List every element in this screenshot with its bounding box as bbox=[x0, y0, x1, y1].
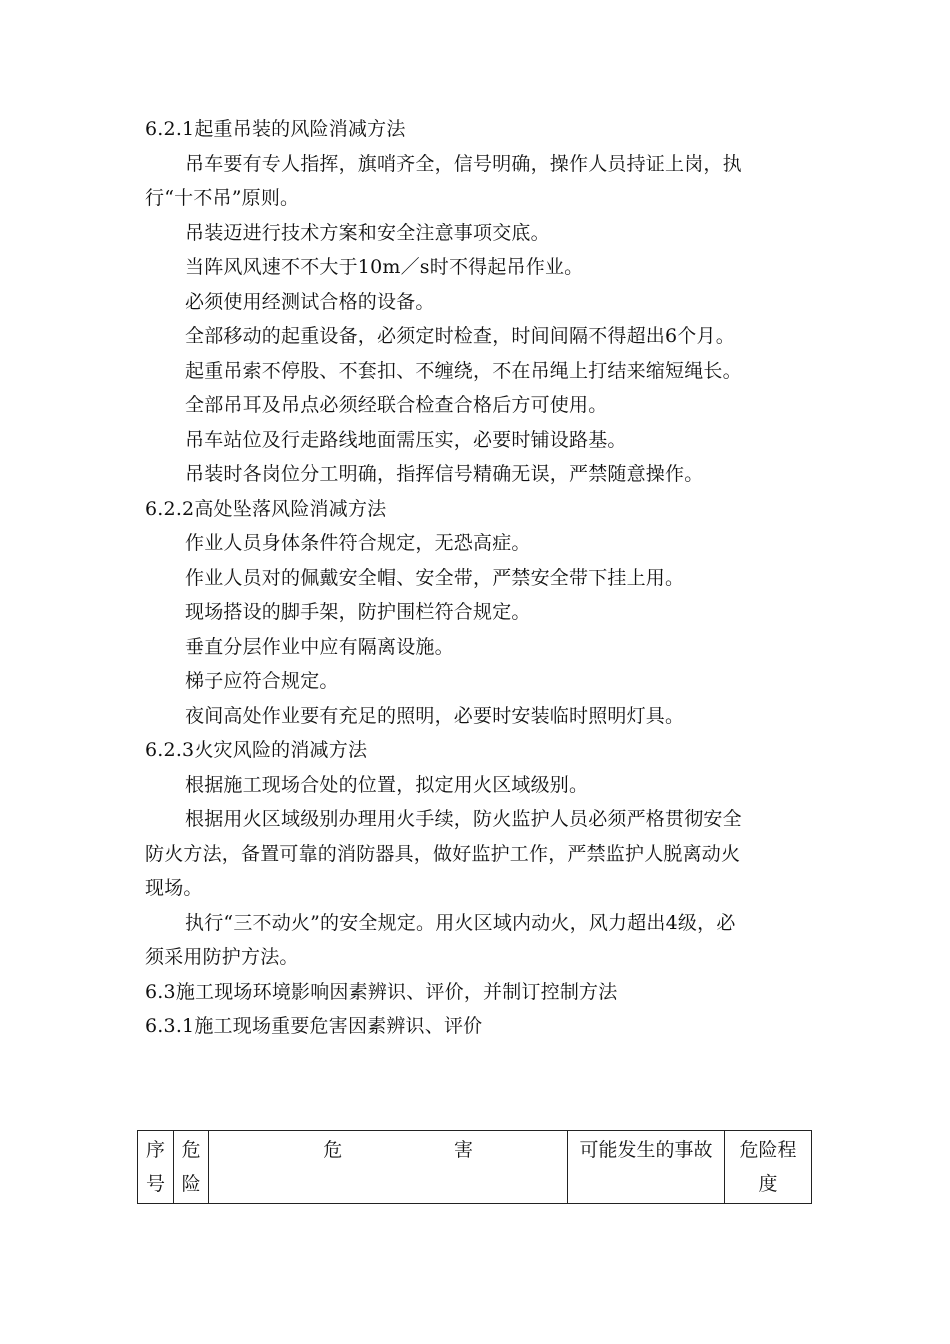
table-header-row bbox=[138, 1131, 812, 1204]
header-text: 度 bbox=[758, 1173, 778, 1195]
header-cell-danger-level bbox=[724, 1131, 811, 1204]
header-text: 害 bbox=[454, 1139, 474, 1161]
list-item: 夜间高处作业要有充足的照明，必要时安装临时照明灯具。 bbox=[185, 704, 685, 727]
section-heading-6-3-1: 6.3.1施工现场重要危害因素辨识、评价 bbox=[145, 1015, 483, 1037]
list-item: 吊车站位及行走路线地面需压实，必要时铺设路基。 bbox=[185, 428, 627, 451]
list-item: 作业人员身体条件符合规定，无恐高症。 bbox=[185, 532, 531, 554]
list-item: 起重吊索不停股、不套扣、不缠绕，不在吊绳上打结来缩短绳长。 bbox=[185, 359, 742, 382]
header-text: 号 bbox=[146, 1173, 166, 1195]
header-text: 险 bbox=[181, 1173, 201, 1195]
list-item: 梯子应符合规定。 bbox=[185, 670, 339, 692]
paragraph-line: 根据用火区域级别办理用火手续，防火监护人员必须严格贯彻安全 bbox=[185, 808, 742, 830]
paragraph-line: 须采用防护方法。 bbox=[145, 946, 299, 968]
paragraph-line: 吊车要有专人指挥，旗哨齐全，信号明确，操作人员持证上岗，执 bbox=[185, 152, 742, 175]
list-item: 垂直分层作业中应有隔离设施。 bbox=[185, 635, 454, 658]
section-heading-6-2-1: 6.2.1起重吊装的风险消减方法 bbox=[145, 118, 406, 140]
section-heading-6-3: 6.3施工现场环境影响因素辨识、评价，并制订控制方法 bbox=[145, 980, 618, 1003]
paragraph-line: 执行“三不动火”的安全规定。用火区域内动火，风力超出4级，必 bbox=[185, 911, 736, 934]
hazard-table bbox=[137, 1130, 812, 1204]
header-text: 可能发生的事故 bbox=[579, 1139, 713, 1161]
header-text: 序 bbox=[146, 1139, 166, 1161]
header-cell-danger bbox=[174, 1131, 209, 1204]
list-item: 全部移动的起重设备，必须定时检查，时间间隔不得超出6个月。 bbox=[185, 325, 735, 347]
paragraph-line: 根据施工现场合处的位置，拟定用火区域级别。 bbox=[185, 773, 589, 796]
list-item: 作业人员对的佩戴安全帽、安全带，严禁安全带下挂上用。 bbox=[185, 566, 685, 589]
header-text: 危 bbox=[323, 1139, 343, 1161]
section-heading-6-2-2: 6.2.2高处坠落风险消减方法 bbox=[145, 497, 387, 520]
list-item: 吊装迈进行技术方案和安全注意事项交底。 bbox=[185, 221, 550, 244]
list-item: 当阵风风速不不大于10m／s时不得起吊作业。 bbox=[185, 256, 584, 278]
header-text: 危险程 bbox=[739, 1139, 797, 1161]
header-cell-possible-accident bbox=[568, 1131, 725, 1204]
paragraph-line: 防火方法，备置可靠的消防器具，做好监护工作，严禁监护人脱离动火 bbox=[145, 842, 741, 865]
header-text: 危 bbox=[181, 1139, 201, 1161]
paragraph-line: 行“十不吊”原则。 bbox=[145, 187, 300, 209]
list-item: 吊装时各岗位分工明确，指挥信号精确无误，严禁随意操作。 bbox=[185, 463, 704, 485]
section-heading-6-2-3: 6.2.3火灾风险的消减方法 bbox=[145, 739, 368, 761]
document-body bbox=[145, 112, 810, 1044]
list-item: 全部吊耳及吊点必须经联合检查合格后方可使用。 bbox=[185, 394, 608, 416]
list-item: 现场搭设的脚手架，防护围栏符合规定。 bbox=[185, 601, 531, 623]
paragraph-line: 现场。 bbox=[145, 877, 203, 899]
header-cell-hazard bbox=[209, 1131, 568, 1204]
list-item: 必须使用经测试合格的设备。 bbox=[185, 290, 435, 313]
header-cell-index bbox=[138, 1131, 174, 1204]
